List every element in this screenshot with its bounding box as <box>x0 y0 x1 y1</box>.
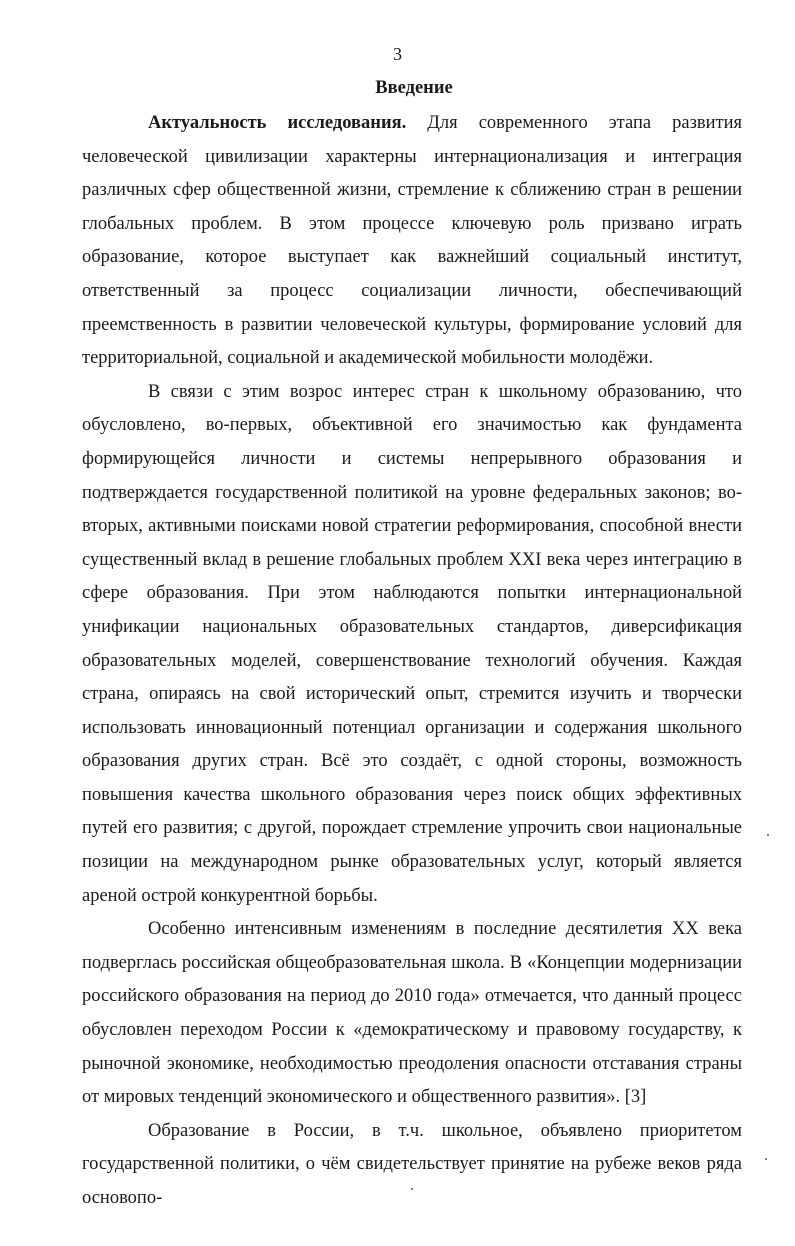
section-heading: Введение <box>375 78 453 98</box>
paragraph-text: Особенно интенсивным изменениям в последние десятилетия XX века подверглась российская общеобразовательная школа. В «Концепции модернизации российского образования на период до 2010 года» отмечается, что данный процесс обусловлен переходом России к «демократическому и правовому государству, к рыночной экономике, необходимостью преодоления опасности отставания страны от мировых тенденций экономического и общественного развития». [3] <box>82 919 742 1108</box>
paragraph-text: В связи с этим возрос интерес стран к школьному образованию, что обусловлено, во-первых, объективной его значимостью как фундамента формирующейся личности и системы непрерывного образования и подтверждается государственной политикой на уровне федеральных законов; во-вторых, активными поисками новой стратегии реформирования, способной внести существенный вклад в решение глобальных проблем XXI века через интеграцию в сфере образования. При этом наблюдаются попытки интернациональной унификации национальных образовательных стандартов, диверсификация образовательных моделей, совершенствование технологий обучения. Каждая страна, опираясь на свой исторический опыт, стремится изучить и творчески использовать инновационный потенциал организации и содержания школьного образования других стран. Всё это создаёт, с одной стороны, возможность повышения качества школьного образования через поиск общих эффективных путей его развития; с другой, порождает стремление упрочить свои национальные позиции на международном рынке образовательных услуг, который является ареной острой конкурентной борьбы. <box>82 381 742 906</box>
paragraph-priority <box>82 1115 742 1216</box>
scan-speck <box>765 1158 767 1160</box>
page-number: 3 <box>393 44 402 64</box>
body-text <box>82 107 742 1216</box>
paragraph-lead: Актуальность исследования. <box>148 113 407 133</box>
scan-speck <box>767 834 769 836</box>
paragraph-text: Для современного этапа развития человеческой цивилизации характерны интернационализация и интеграция различных сфер общественной жизни, стремление к сближению стран в решении глобальных проблем. В этом процессе ключевую роль призвано играть образование, которое выступает как важнейший социальный институт, ответственный за процесс социализации личности, обеспечивающий преемственность в развитии человеческой культуры, формирование условий для территориальной, социальной и академической мобильности молодёжи. <box>82 113 743 369</box>
paragraph-modernization <box>82 913 742 1115</box>
paragraph-text: Образование в России, в т.ч. школьное, объявлено приоритетом государственной политики, о чём свидетельствует принятие на рубеже веков ряда основопо- <box>82 1120 742 1208</box>
paragraph-relevance <box>82 107 742 376</box>
scan-speck <box>411 1188 413 1190</box>
paragraph-interest <box>82 376 742 914</box>
